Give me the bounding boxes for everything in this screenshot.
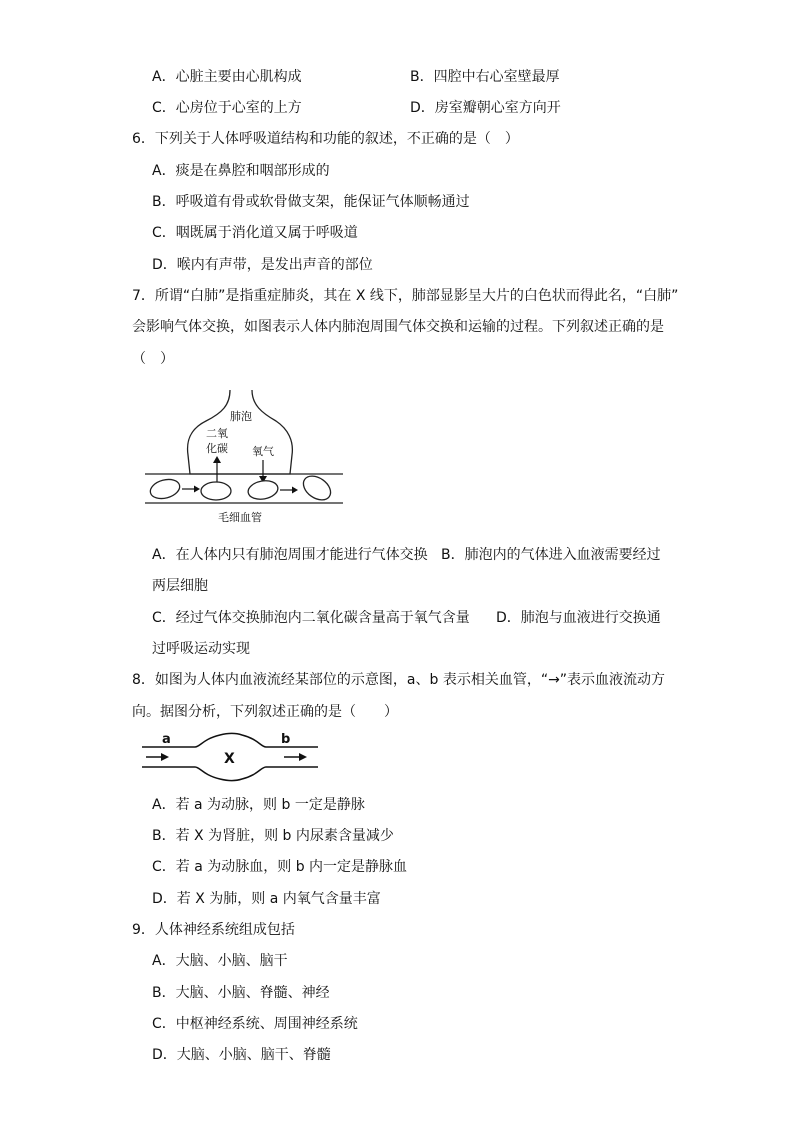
- q7-stem-line1: 7．所谓“白肺”是指重症肺炎，其在 X 线下，肺部显影呈大片的白色状而得此名，“白肺”: [132, 288, 679, 304]
- q7-option-a: A．在人体内只有肺泡周围才能进行气体交换: [152, 547, 428, 563]
- q8-stem-line2: 向。据图分析，下列叙述正确的是（ ）: [132, 704, 398, 720]
- q9-option-d: D．大脑、小脑、脑干、脊髓: [152, 1047, 331, 1063]
- q7-option-b-line1: B．肺泡内的气体进入血液需要经过: [441, 547, 661, 563]
- q7-option-c: C．经过气体交换肺泡内二氧化碳含量高于氧气含量: [152, 610, 470, 626]
- q5-option-d: D．房室瓣朝心室方向开: [410, 100, 561, 116]
- q6-option-a: A．痰是在鼻腔和咽部形成的: [152, 163, 330, 179]
- q8-option-d: D．若 X 为肺，则 a 内氧气含量丰富: [152, 891, 381, 907]
- q7-option-b-line2: 两层细胞: [152, 578, 208, 594]
- q6-stem: 6．下列关于人体呼吸道结构和功能的叙述，不正确的是（ ）: [132, 131, 519, 147]
- capillary-label: 毛细血管: [218, 511, 262, 524]
- q7-stem-line2: 会影响气体交换，如图表示人体内肺泡周围气体交换和运输的过程。下列叙述正确的是: [132, 319, 664, 335]
- flow-arrow-icon: [292, 487, 298, 494]
- q7-stem-line3: （ ）: [132, 351, 174, 367]
- co2-arrow-icon: [213, 456, 221, 463]
- q7-option-d-line2: 过呼吸运动实现: [152, 641, 250, 657]
- q8-option-c: C．若 a 为动脉血，则 b 内一定是静脉血: [152, 859, 408, 875]
- flow-arrow-a-icon: [161, 753, 169, 761]
- vessel-bottom-wall: [142, 767, 318, 781]
- q8-option-b: B．若 X 为肾脏，则 b 内尿素含量减少: [152, 828, 394, 844]
- q8-stem-line1: 8．如图为人体内血液流经某部位的示意图，a、b 表示相关血管，“→”表示血液流动方: [132, 672, 666, 688]
- red-blood-cell: [247, 479, 280, 502]
- alveolus-capillary-figure: [140, 385, 350, 530]
- q6-option-b: B．呼吸道有骨或软骨做支架，能保证气体顺畅通过: [152, 194, 470, 210]
- q9-option-a: A．大脑、小脑、脑干: [152, 953, 288, 969]
- red-blood-cell: [148, 476, 182, 501]
- q8-option-a: A．若 a 为动脉，则 b 一定是静脉: [152, 797, 365, 813]
- red-blood-cell: [201, 482, 231, 500]
- co2-label-line1: 二氧: [206, 427, 228, 440]
- o2-label: 氧气: [252, 445, 274, 458]
- q5-option-a: A．心脏主要由心肌构成: [152, 69, 302, 85]
- flow-arrow-icon: [194, 486, 200, 493]
- q7-option-d-line1: D．肺泡与血液进行交换通: [496, 610, 661, 626]
- vessel-a-label: a: [162, 732, 171, 747]
- q9-stem: 9．人体神经系统组成包括: [132, 922, 295, 938]
- q6-option-c: C．咽既属于消化道又属于呼吸道: [152, 225, 358, 241]
- q9-option-c: C．中枢神经系统、周围神经系统: [152, 1016, 358, 1032]
- q6-option-d: D．喉内有声带，是发出声音的部位: [152, 257, 373, 273]
- vessel-b-label: b: [281, 732, 291, 747]
- q9-option-b: B．大脑、小脑、脊髓、神经: [152, 985, 330, 1001]
- q5-option-c: C．心房位于心室的上方: [152, 100, 302, 116]
- blood-flow-figure: [140, 729, 320, 791]
- co2-label-line2: 化碳: [206, 442, 228, 455]
- flow-arrow-b-icon: [299, 753, 307, 761]
- alveolus-outline: [188, 390, 293, 474]
- alveolus-label: 肺泡: [230, 410, 252, 423]
- red-blood-cell: [299, 471, 335, 505]
- q5-option-b: B．四腔中右心室壁最厚: [410, 69, 560, 85]
- organ-x-label: X: [224, 751, 235, 767]
